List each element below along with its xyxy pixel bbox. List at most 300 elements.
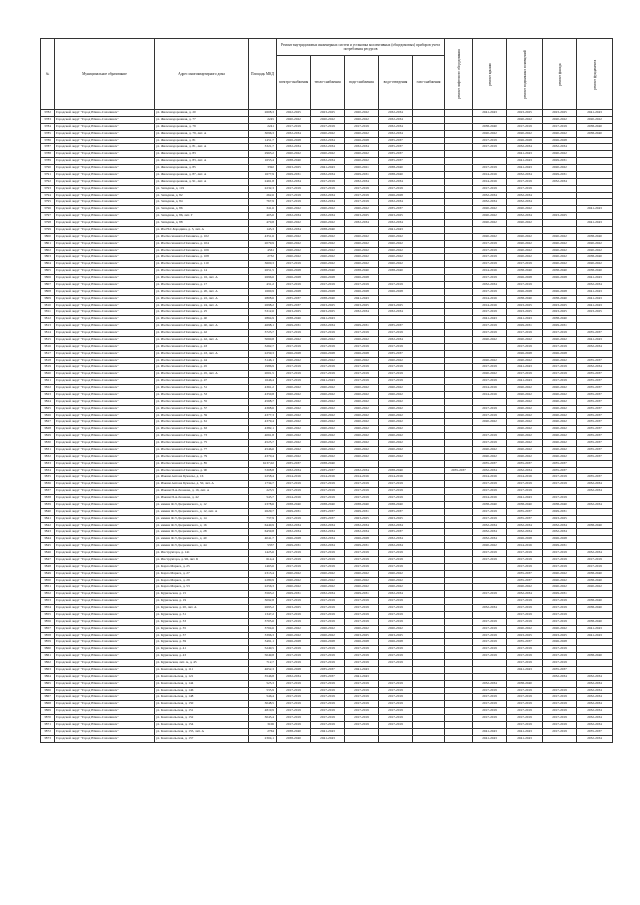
lift-cell: [445, 213, 473, 220]
water-cell: 2020-2022: [345, 391, 379, 398]
foundation-cell: 2035-2037: [577, 446, 613, 453]
heat-cell: 2017-2019: [311, 721, 345, 728]
sewer-cell: 2020-2022: [379, 412, 413, 419]
basement-cell: 2026-2028: [507, 536, 543, 543]
facade-cell: 2023-2025: [543, 309, 577, 316]
municipality-cell: Городской округ "Город Южно-Сахалинск": [55, 639, 155, 646]
municipality-cell: Городской округ "Город Южно-Сахалинск": [55, 536, 155, 543]
lift-cell: [445, 405, 473, 412]
heat-cell: 2041-2043: [311, 378, 345, 385]
water-cell: 2023-2025: [345, 302, 379, 309]
address-cell: ул. Курильская, д. 43: [155, 653, 249, 660]
address-cell: ул. Карла Маркса, д. 29: [155, 577, 249, 584]
lift-cell: [445, 110, 473, 117]
facade-cell: 2038-2040: [543, 501, 577, 508]
area-cell: 3704,6: [249, 625, 277, 632]
municipality-cell: Городской округ "Город Южно-Сахалинск": [55, 233, 155, 240]
heat-cell: 2017-2019: [311, 178, 345, 185]
water-cell: 2041-2043: [345, 673, 379, 680]
roof-cell: 2038-2040: [473, 501, 507, 508]
gas-cell: [413, 247, 445, 254]
foundation-cell: 2032-2034: [577, 721, 613, 728]
area-cell: 3392: [249, 165, 277, 172]
roof-cell: 2020-2022: [473, 543, 507, 550]
heat-cell: 2020-2022: [311, 453, 345, 460]
area-cell: 1986,9: [249, 364, 277, 371]
address-cell: ул. Комсомольская, д. 157: [155, 735, 249, 742]
table-row: [41, 171, 613, 178]
row-number-cell: 3828: [41, 426, 55, 433]
water-cell: 2020-2022: [345, 385, 379, 392]
area-cell: 2608,3: [249, 110, 277, 117]
municipality-cell: Городской округ "Город Южно-Сахалинск": [55, 220, 155, 227]
gas-cell: [413, 625, 445, 632]
sewer-cell: [379, 460, 413, 467]
foundation-cell: [577, 508, 613, 515]
area-cell: 2079,9: [249, 240, 277, 247]
facade-cell: 2017-2019: [543, 708, 577, 715]
table-row: [41, 233, 613, 240]
foundation-cell: 2035-2037: [577, 385, 613, 392]
basement-cell: 2020-2022: [507, 398, 543, 405]
lift-cell: [445, 144, 473, 151]
basement-cell: 2014-2016: [507, 474, 543, 481]
address-cell: ул. Западная, д. 88: [155, 220, 249, 227]
heat-cell: 2041-2043: [311, 728, 345, 735]
heat-cell: 2017-2019: [311, 653, 345, 660]
area-cell: 470,8: [249, 220, 277, 227]
foundation-cell: [577, 226, 613, 233]
area-cell: 2256,3: [249, 584, 277, 591]
roof-cell: 2017-2019: [473, 488, 507, 495]
electric-cell: 2020-2022: [277, 570, 311, 577]
water-cell: 2020-2022: [345, 110, 379, 117]
roof-cell: 2017-2019: [473, 185, 507, 192]
municipality-cell: Городской округ "Город Южно-Сахалинск": [55, 254, 155, 261]
sewer-cell: 2038-2040: [379, 467, 413, 474]
heat-cell: 2038-2040: [311, 295, 345, 302]
area-cell: 341,6: [249, 206, 277, 213]
facade-cell: 2017-2019: [543, 343, 577, 350]
sewer-cell: 2023-2025: [379, 213, 413, 220]
heat-cell: 2032-2034: [311, 323, 345, 330]
table-row: [41, 412, 613, 419]
roof-cell: 2020-2022: [473, 371, 507, 378]
foundation-cell: 2041-2043: [577, 220, 613, 227]
row-number-cell: 3862: [41, 660, 55, 667]
address-cell: ул. Им Космонавта Поповича, д. 108: [155, 254, 249, 261]
facade-cell: 2020-2022: [543, 446, 577, 453]
facade-cell: 2032-2034: [543, 522, 577, 529]
col-lift-header: ремонт лифтового оборудования: [445, 39, 473, 110]
basement-cell: 2032-2034: [507, 199, 543, 206]
gas-cell: [413, 426, 445, 433]
sewer-cell: 2014-2016: [379, 474, 413, 481]
facade-cell: 2020-2022: [543, 357, 577, 364]
water-cell: 2029-2031: [345, 508, 379, 515]
gas-cell: [413, 192, 445, 199]
area-cell: 2732: [249, 254, 277, 261]
sewer-cell: 2038-2040: [379, 268, 413, 275]
area-cell: 2698,2: [249, 302, 277, 309]
gas-cell: [413, 666, 445, 673]
address-cell: ул. Комсомольская, д. 150: [155, 701, 249, 708]
gas-cell: [413, 433, 445, 440]
electric-cell: 2035-2037: [277, 460, 311, 467]
row-number-cell: 3844: [41, 536, 55, 543]
gas-cell: [413, 584, 445, 591]
sub-sewer-header: водо-отведения: [379, 55, 413, 109]
foundation-cell: 2038-2040: [577, 522, 613, 529]
address-cell: ул. Курильская, д. 37: [155, 632, 249, 639]
address-cell: ул. Комсомольская, д. 152: [155, 715, 249, 722]
water-cell: 2020-2022: [345, 570, 379, 577]
lift-cell: [445, 680, 473, 687]
address-cell: ул. Карла Маркса, д. 25: [155, 563, 249, 570]
address-cell: ул. Железнодорожная, д. 83: [155, 151, 249, 158]
row-number-cell: 3827: [41, 419, 55, 426]
basement-cell: 2017-2019: [507, 708, 543, 715]
row-number-cell: 3783: [41, 116, 55, 123]
electric-cell: 2020-2022: [277, 116, 311, 123]
address-cell: ул. имени Ф.Э.Дзержинского, д. 44: [155, 543, 249, 550]
basement-cell: 2020-2022: [507, 130, 543, 137]
lift-cell: [445, 295, 473, 302]
electric-cell: 2038-2040: [277, 158, 311, 165]
basement-cell: 2017-2019: [507, 653, 543, 660]
basement-cell: 2032-2034: [507, 192, 543, 199]
area-cell: 5308,8: [249, 467, 277, 474]
water-cell: 2032-2034: [345, 529, 379, 536]
basement-cell: 2017-2019: [507, 330, 543, 337]
row-number-cell: 3864: [41, 673, 55, 680]
gas-cell: [413, 508, 445, 515]
municipality-cell: Городской округ "Город Южно-Сахалинск": [55, 281, 155, 288]
table-row: [41, 543, 613, 550]
water-cell: 2020-2022: [345, 577, 379, 584]
facade-cell: 2017-2019: [543, 556, 577, 563]
water-cell: 2020-2022: [345, 433, 379, 440]
electric-cell: 2017-2019: [277, 715, 311, 722]
water-cell: 2032-2034: [345, 220, 379, 227]
heat-cell: 2035-2037: [311, 515, 345, 522]
sewer-cell: 2017-2019: [379, 550, 413, 557]
lift-cell: [445, 570, 473, 577]
heat-cell: 2020-2022: [311, 577, 345, 584]
electric-cell: 2038-2040: [277, 735, 311, 742]
table-row: [41, 357, 613, 364]
electric-cell: 2026-2028: [277, 268, 311, 275]
water-cell: 2017-2019: [345, 199, 379, 206]
gas-cell: [413, 440, 445, 447]
facade-cell: 2020-2022: [543, 247, 577, 254]
roof-cell: 2041-2043: [473, 728, 507, 735]
sewer-cell: 2017-2019: [379, 371, 413, 378]
facade-cell: 2020-2022: [543, 254, 577, 261]
basement-cell: 2041-2043: [507, 165, 543, 172]
address-cell: ул. Курильская, д. 31: [155, 611, 249, 618]
row-number-cell: 3829: [41, 433, 55, 440]
basement-cell: 2020-2022: [507, 240, 543, 247]
heat-cell: 2026-2028: [311, 275, 345, 282]
municipality-cell: Городской округ "Город Южно-Сахалинск": [55, 165, 155, 172]
gas-cell: [413, 611, 445, 618]
address-cell: ул. Курильская, д. 20, лит. А: [155, 605, 249, 612]
address-cell: ул. Железнодорожная, д. 20: [155, 110, 249, 117]
table-row: [41, 158, 613, 165]
table-row: [41, 226, 613, 233]
gas-cell: [413, 240, 445, 247]
sewer-cell: 2023-2025: [379, 632, 413, 639]
gas-cell: [413, 618, 445, 625]
address-cell: ул. Им Космонавта Поповича, д. 61: [155, 419, 249, 426]
heat-cell: 2032-2034: [311, 192, 345, 199]
electric-cell: 2020-2022: [277, 419, 311, 426]
lift-cell: [445, 343, 473, 350]
electric-cell: 2038-2040: [277, 316, 311, 323]
facade-cell: 2020-2022: [543, 398, 577, 405]
foundation-cell: [577, 666, 613, 673]
foundation-cell: [577, 199, 613, 206]
gas-cell: [413, 715, 445, 722]
table-row: [41, 295, 613, 302]
water-cell: 2017-2019: [345, 721, 379, 728]
area-cell: 405,6: [249, 213, 277, 220]
foundation-cell: 2032-2034: [577, 673, 613, 680]
basement-cell: 2035-2037: [507, 508, 543, 515]
sewer-cell: 2020-2022: [379, 261, 413, 268]
heat-cell: 2017-2019: [311, 495, 345, 502]
roof-cell: 2035-2037: [473, 460, 507, 467]
row-number-cell: 3840: [41, 508, 55, 515]
col-municipality-header: Муниципальное образование: [55, 39, 155, 110]
lift-cell: [445, 275, 473, 282]
foundation-cell: 2038-2040: [577, 268, 613, 275]
table-row: [41, 426, 613, 433]
roof-cell: 2032-2034: [473, 192, 507, 199]
area-cell: 6137,02: [249, 460, 277, 467]
facade-cell: 2017-2019: [543, 694, 577, 701]
gas-cell: [413, 646, 445, 653]
roof-cell: 2017-2019: [473, 309, 507, 316]
sewer-cell: 2017-2019: [379, 185, 413, 192]
heat-cell: 2014-2016: [311, 474, 345, 481]
row-number-cell: 3801: [41, 240, 55, 247]
roof-cell: 2017-2019: [473, 330, 507, 337]
roof-cell: 2020-2022: [473, 453, 507, 460]
sewer-cell: 2032-2034: [379, 591, 413, 598]
basement-cell: 2023-2025: [507, 309, 543, 316]
roof-cell: [473, 577, 507, 584]
sewer-cell: 2020-2022: [379, 357, 413, 364]
row-number-cell: 3858: [41, 632, 55, 639]
roof-cell: 2014-2016: [473, 268, 507, 275]
roof-cell: 2017-2019: [473, 275, 507, 282]
heat-cell: 2032-2034: [311, 144, 345, 151]
table-row: [41, 433, 613, 440]
electric-cell: 2017-2019: [277, 123, 311, 130]
basement-cell: 2020-2022: [507, 446, 543, 453]
heat-cell: 2017-2019: [311, 185, 345, 192]
gas-cell: [413, 206, 445, 213]
foundation-cell: 2038-2040: [577, 233, 613, 240]
basement-cell: 2017-2019: [507, 687, 543, 694]
row-number-cell: 3868: [41, 701, 55, 708]
electric-cell: 2026-2028: [277, 666, 311, 673]
engineering-group-header: Ремонт внутридомовых инженерных систем и установка коллективных (общедомовых) приборов учета потребления ресурсов: [277, 39, 445, 56]
foundation-cell: 2035-2037: [577, 330, 613, 337]
roof-cell: [473, 666, 507, 673]
municipality-cell: Городской округ "Город Южно-Сахалинск": [55, 323, 155, 330]
electric-cell: 2017-2019: [277, 488, 311, 495]
roof-cell: [473, 350, 507, 357]
address-cell: ул. Им Космонавта Поповича, д. 63: [155, 426, 249, 433]
roof-cell: [473, 598, 507, 605]
address-cell: ул. Им Космонавта Поповича, д. 45, лит. А: [155, 371, 249, 378]
sewer-cell: 2017-2019: [379, 715, 413, 722]
facade-cell: 2020-2022: [543, 570, 577, 577]
table-row: [41, 708, 613, 715]
municipality-cell: Городской округ "Город Южно-Сахалинск": [55, 110, 155, 117]
area-cell: 2864,9: [249, 316, 277, 323]
sewer-cell: 2020-2022: [379, 398, 413, 405]
row-number-cell: 3790: [41, 165, 55, 172]
address-cell: ул. Инструктора, д. 96, лит. Б: [155, 556, 249, 563]
sewer-cell: 2020-2022: [379, 426, 413, 433]
municipality-cell: Городской округ "Город Южно-Сахалинск": [55, 522, 155, 529]
table-row: [41, 309, 613, 316]
gas-cell: [413, 563, 445, 570]
table-row: [41, 694, 613, 701]
roof-cell: [473, 721, 507, 728]
table-row: [41, 591, 613, 598]
heat-cell: 2038-2040: [311, 226, 345, 233]
facade-cell: 2020-2022: [543, 412, 577, 419]
municipality-cell: Городской округ "Город Южно-Сахалинск": [55, 563, 155, 570]
sewer-cell: 2017-2019: [379, 694, 413, 701]
water-cell: 2017-2019: [345, 343, 379, 350]
electric-cell: 2026-2028: [277, 275, 311, 282]
heat-cell: 2020-2022: [311, 632, 345, 639]
table-header: [41, 39, 613, 110]
sewer-cell: 2032-2034: [379, 309, 413, 316]
row-number-cell: 3838: [41, 495, 55, 502]
roof-cell: 2017-2019: [473, 550, 507, 557]
sewer-cell: [379, 666, 413, 673]
basement-cell: 2020-2022: [507, 254, 543, 261]
foundation-cell: 2017-2019: [577, 556, 613, 563]
address-cell: ул. Им Космонавта Поповича, д. 73: [155, 433, 249, 440]
address-cell: ул. Им Космонавта Поповича, д. 79: [155, 453, 249, 460]
foundation-cell: 2017-2019: [577, 563, 613, 570]
gas-cell: [413, 110, 445, 117]
roof-cell: 2032-2034: [473, 281, 507, 288]
gas-cell: [413, 419, 445, 426]
foundation-cell: 2032-2034: [577, 701, 613, 708]
facade-cell: [543, 226, 577, 233]
water-cell: 2017-2019: [345, 611, 379, 618]
foundation-cell: 2032-2034: [577, 680, 613, 687]
municipality-cell: Городской округ "Город Южно-Сахалинск": [55, 316, 155, 323]
lift-cell: [445, 666, 473, 673]
facade-cell: 2020-2022: [543, 233, 577, 240]
row-number-cell: 3833: [41, 460, 55, 467]
water-cell: 2017-2019: [345, 618, 379, 625]
gas-cell: [413, 130, 445, 137]
heat-cell: 2020-2022: [311, 584, 345, 591]
municipality-cell: Городской округ "Город Южно-Сахалинск": [55, 440, 155, 447]
electric-cell: 2032-2034: [277, 522, 311, 529]
gas-cell: [413, 233, 445, 240]
address-cell: ул. имени Ф.Э.Дзержинского, д. 28: [155, 529, 249, 536]
area-cell: 4061,8: [249, 433, 277, 440]
municipality-cell: Городской округ "Город Южно-Сахалинск": [55, 275, 155, 282]
area-cell: 2241: [249, 123, 277, 130]
municipality-cell: Городской округ "Город Южно-Сахалинск": [55, 515, 155, 522]
heat-cell: 2020-2022: [311, 357, 345, 364]
area-cell: 2245: [249, 116, 277, 123]
lift-cell: [445, 330, 473, 337]
row-number-cell: 3786: [41, 137, 55, 144]
sewer-cell: 2020-2022: [379, 240, 413, 247]
facade-cell: 2017-2019: [543, 378, 577, 385]
lift-cell: [445, 412, 473, 419]
lift-cell: [445, 364, 473, 371]
area-cell: 4568,7: [249, 398, 277, 405]
basement-cell: 2035-2037: [507, 460, 543, 467]
heat-cell: 2035-2037: [311, 673, 345, 680]
sewer-cell: 2017-2019: [379, 598, 413, 605]
lift-cell: [445, 426, 473, 433]
basement-cell: 2038-2040: [507, 680, 543, 687]
area-cell: 2313,4: [249, 570, 277, 577]
electric-cell: 2017-2019: [277, 556, 311, 563]
electric-cell: 2017-2019: [277, 611, 311, 618]
roof-cell: 2032-2034: [473, 522, 507, 529]
facade-cell: 2017-2019: [543, 715, 577, 722]
row-number-cell: 3809: [41, 295, 55, 302]
roof-cell: 2017-2019: [473, 653, 507, 660]
roof-cell: [473, 584, 507, 591]
area-cell: 5249,5: [249, 646, 277, 653]
table-row: [41, 220, 613, 227]
gas-cell: [413, 137, 445, 144]
row-number-cell: 3800: [41, 233, 55, 240]
table-row: [41, 213, 613, 220]
sewer-cell: 2026-2028: [379, 192, 413, 199]
table-row: [41, 460, 613, 467]
area-cell: 3096,3: [249, 130, 277, 137]
roof-cell: 2017-2019: [473, 364, 507, 371]
sewer-cell: 2017-2019: [379, 660, 413, 667]
heat-cell: 2032-2034: [311, 529, 345, 536]
area-cell: 1646,4: [249, 378, 277, 385]
address-cell: ул. Имени П.А.Леонова, д. 42: [155, 495, 249, 502]
electric-cell: 2029-2031: [277, 508, 311, 515]
sewer-cell: 2017-2019: [379, 495, 413, 502]
area-cell: 614,4: [249, 556, 277, 563]
foundation-cell: 2032-2034: [577, 481, 613, 488]
electric-cell: 2017-2019: [277, 378, 311, 385]
row-number-cell: 3813: [41, 323, 55, 330]
gas-cell: [413, 501, 445, 508]
area-cell: 525,3: [249, 680, 277, 687]
facade-cell: 2020-2022: [543, 385, 577, 392]
water-cell: 2017-2019: [345, 185, 379, 192]
table-row: [41, 247, 613, 254]
row-number-cell: 3798: [41, 220, 55, 227]
facade-cell: 2020-2022: [543, 419, 577, 426]
